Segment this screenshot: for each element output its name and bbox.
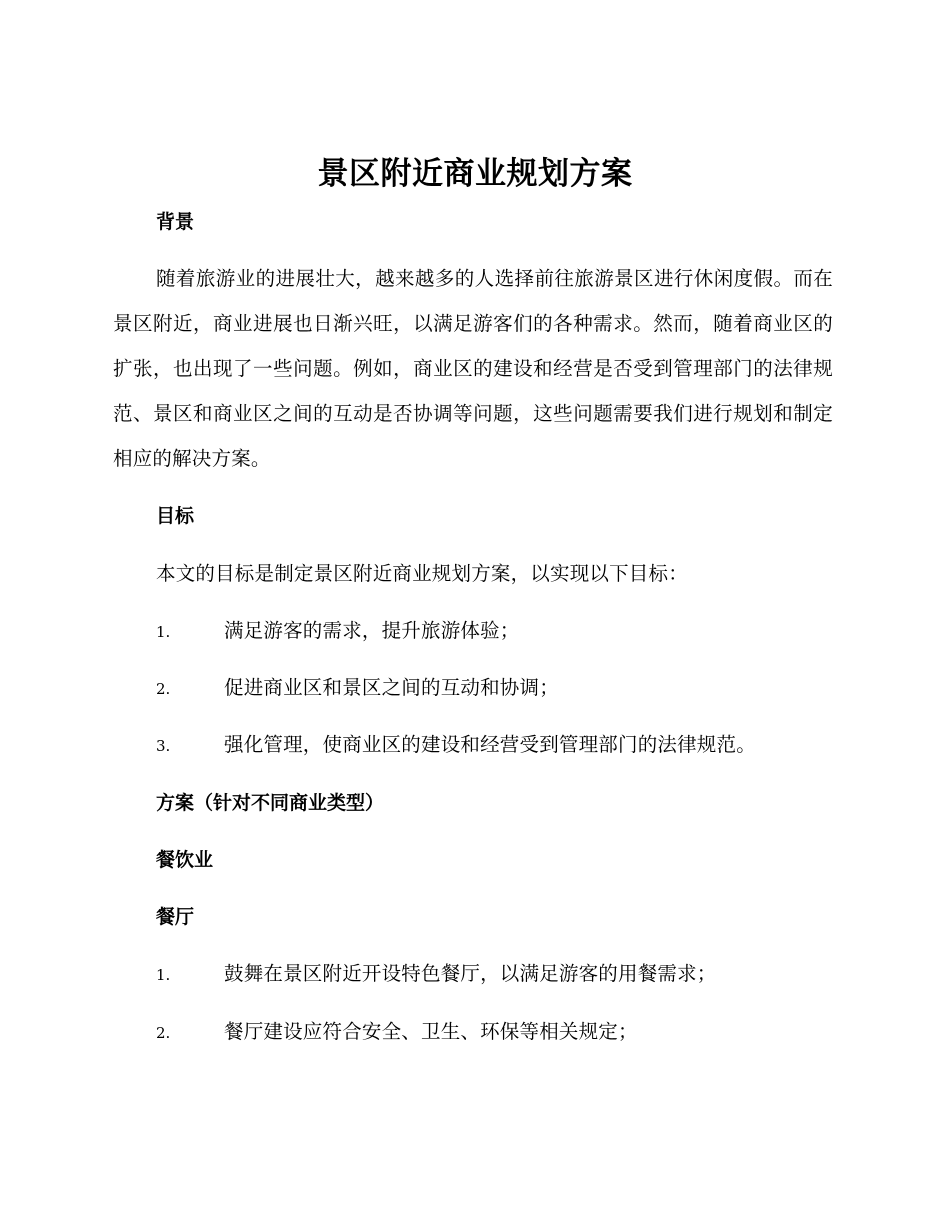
background-paragraph: 随着旅游业的进展壮大，越来越多的人选择前往旅游景区进行休闲度假。而在景区附近，商业进展也日渐兴旺，以满足游客们的各种需求。然而，随着商业区的扩张，也出现了一些问题。例如，商业区的建设和经营是否受到管理部门的法律规范、景区和商业区之间的互动是否协调等问题，这些问题需要我们进行规划和制定相应的解决方案。 [113,267,833,470]
list-text: 餐厅建设应符合安全、卫生、环保等相关规定； [224,1020,638,1043]
list-text: 强化管理，使商业区的建设和经营受到管理部门的法律规范。 [224,733,756,756]
goal-list-item [156,730,856,760]
document-title: 景区附近商业规划方案 [317,156,633,192]
plan-list-item [156,959,856,989]
plan-list-item [156,1017,856,1047]
list-number: 1. [156,623,171,641]
list-text: 满足游客的需求，提升旅游体验； [224,619,520,642]
section-heading-goals: 目标 [156,505,195,527]
list-number: 2. [156,1024,171,1042]
section-heading-plan: 方案（针对不同商业类型） [156,792,385,814]
goal-list-item [156,673,856,703]
section-heading-background: 背景 [156,211,195,233]
goals-intro: 本文的目标是制定景区附近商业规划方案，以实现以下目标： [156,562,688,585]
list-text: 促进商业区和景区之间的互动和协调； [224,676,559,699]
subheading-restaurant: 餐厅 [156,906,195,928]
list-text: 鼓舞在景区附近开设特色餐厅，以满足游客的用餐需求； [224,962,717,985]
list-number: 2. [156,680,171,698]
goal-list-item [156,616,856,646]
subheading-catering: 餐饮业 [156,849,214,871]
list-number: 3. [156,737,171,755]
list-number: 1. [156,966,171,984]
